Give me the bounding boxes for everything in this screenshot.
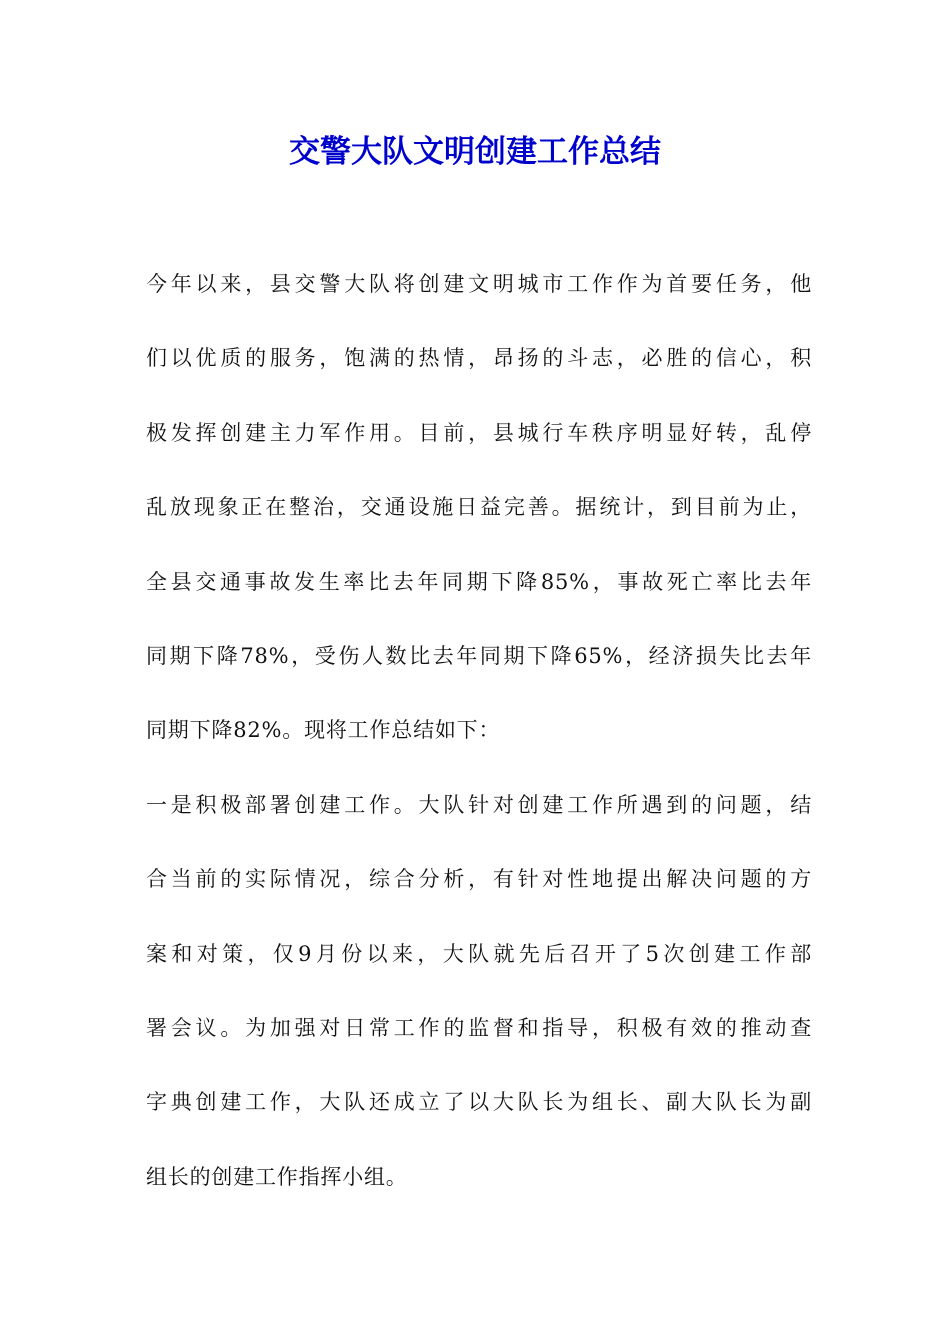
body-line: 一是积极部署创建工作。大队针对创建工作所遇到的问题，结: [146, 792, 812, 817]
body-line: 同期下降82%。现将工作总结如下：: [146, 718, 501, 743]
body-line: 组长的创建工作指挥小组。: [146, 1164, 408, 1189]
body-line: 字典创建工作，大队还成立了以大队长为组长、副大队长为副: [146, 1090, 812, 1115]
body-line: 今年以来，县交警大队将创建文明城市工作作为首要任务，他: [146, 272, 812, 296]
body-line: 署会议。为加强对日常工作的监督和指导，积极有效的推动查: [146, 1015, 812, 1040]
body-line: 极发挥创建主力军作用。目前，县城行车秩序明显好转，乱停: [146, 420, 812, 445]
body-line: 合当前的实际情况，综合分析，有针对性地提出解决问题的方: [146, 867, 812, 892]
body-line: 们以优质的服务，饱满的热情，昂扬的斗志，必胜的信心，积: [146, 346, 812, 371]
body-line: 乱放现象正在整治，交通设施日益完善。据统计，到目前为止，: [146, 495, 812, 520]
body-line: 全县交通事故发生率比去年同期下降85%，事故死亡率比去年: [146, 569, 812, 594]
document-body: [146, 262, 812, 1229]
body-line: 案和对策，仅9月份以来，大队就先后召开了5次创建工作部: [146, 941, 812, 966]
document-title: 交警大队文明创建工作总结: [289, 134, 661, 170]
body-line: 同期下降78%，受伤人数比去年同期下降65%，经济损失比去年: [146, 643, 812, 668]
